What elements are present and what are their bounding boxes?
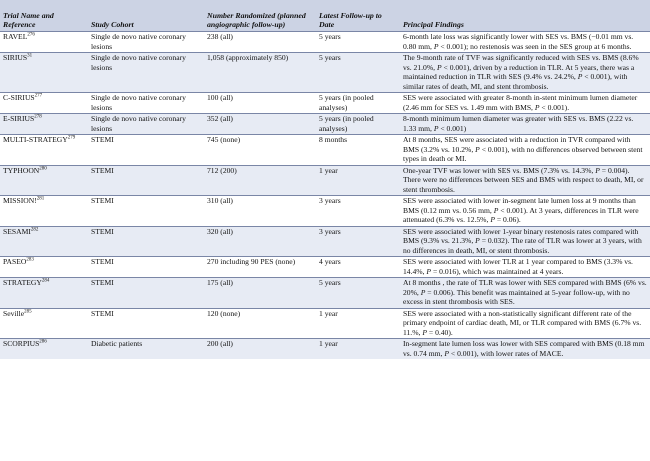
study-cohort-cell: STEMI [88, 308, 204, 339]
number-randomized-cell: 270 including 90 PES (none) [204, 257, 316, 278]
header-study-cohort: Study Cohort [88, 0, 204, 32]
study-cohort-cell: Diabetic patients [88, 339, 204, 360]
table-row [0, 257, 650, 278]
trial-name: RAVEL [3, 32, 28, 41]
number-randomized-cell: 238 (all) [204, 32, 316, 53]
table-row [0, 93, 650, 114]
trial-name-cell [0, 339, 88, 360]
principal-findings-cell: SES were associated with lower in-segment late lumen loss at 9 months than BMS (0.12 mm vs. 0.56 mm, P < 0.001). At 3 years, differences in TLR were attenuated (6.3% vs. 12.5%, P = 0.06). [400, 196, 650, 227]
trial-name: STRATEGY [3, 278, 42, 287]
number-randomized-cell: 100 (all) [204, 93, 316, 114]
trial-name-cell [0, 53, 88, 93]
follow-up-cell: 1 year [316, 165, 400, 196]
follow-up-cell: 4 years [316, 257, 400, 278]
follow-up-cell: 1 year [316, 308, 400, 339]
principal-findings-cell: The 9-month rate of TVF was significantly reduced with SES vs. BMS (8.6% vs. 21.0%, P < 0.001), driven by a reduction in TLR. At 5 years, there was a maintained reduction in TLR with SES (9.4% vs. 24.2%, P < 0.001), with similar rates of death, MI, and stent thrombosis. [400, 53, 650, 93]
number-randomized-cell: 745 (none) [204, 135, 316, 166]
trial-name: PASEO [3, 257, 27, 266]
number-randomized-cell: 712 (200) [204, 165, 316, 196]
study-cohort-cell: STEMI [88, 257, 204, 278]
table-header-row [0, 0, 650, 32]
trial-reference: 284 [41, 278, 50, 284]
study-cohort-cell: STEMI [88, 278, 204, 309]
trial-reference: 276 [27, 32, 35, 38]
study-cohort-cell: STEMI [88, 226, 204, 257]
number-randomized-cell: 320 (all) [204, 226, 316, 257]
principal-findings-cell: In-segment late lumen loss was lower with SES compared with BMS (0.18 mm vs. 0.74 mm, P < 0.001), with lower rates of MACE. [400, 339, 650, 360]
follow-up-cell: 5 years (in pooled analyses) [316, 114, 400, 135]
trial-name: MISSION! [3, 196, 37, 205]
table-row [0, 165, 650, 196]
principal-findings-cell: At 8 months, SES were associated with a reduction in TVR compared with BMS (3.2% vs. 10.2%, P < 0.001), with no differences observed between stent types in death or MI. [400, 135, 650, 166]
trial-reference: 282 [30, 226, 39, 232]
trial-reference: 280 [39, 165, 47, 171]
study-cohort-cell: Single de novo native coronary lesions [88, 53, 204, 93]
table-row [0, 308, 650, 339]
header-latest-follow-up: Latest Follow-up to Date [316, 0, 400, 32]
table-row [0, 339, 650, 360]
trial-reference: 286 [39, 339, 47, 345]
trial-reference: 281 [36, 196, 45, 202]
trial-name-cell [0, 165, 88, 196]
follow-up-cell: 1 year [316, 339, 400, 360]
table-row [0, 53, 650, 93]
principal-findings-cell: 6-month late loss was significantly lower with SES vs. BMS (−0.01 mm vs. 0.80 mm, P < 0.001); no restenosis was seen in the SES group at 6 months. [400, 32, 650, 53]
study-cohort-cell: Single de novo native coronary lesions [88, 114, 204, 135]
trial-name-cell [0, 93, 88, 114]
trial-name-cell [0, 135, 88, 166]
trial-reference: 279 [67, 135, 76, 141]
table-row [0, 135, 650, 166]
study-cohort-cell: Single de novo native coronary lesions [88, 32, 204, 53]
study-cohort-cell: STEMI [88, 135, 204, 166]
trial-reference: 283 [26, 257, 34, 263]
principal-findings-cell: 8-month minimum lumen diameter was greater with SES vs. BMS (2.22 vs. 1.33 mm, P < 0.001) [400, 114, 650, 135]
trial-name: Seville [3, 308, 25, 318]
table-row [0, 226, 650, 257]
table-row [0, 278, 650, 309]
number-randomized-cell: 120 (none) [204, 308, 316, 339]
header-number-randomized: Number Randomized (planned angiographic follow-up) [204, 0, 316, 32]
trial-name-cell [0, 32, 88, 53]
table-row [0, 32, 650, 53]
trial-reference: 31 [27, 53, 33, 59]
principal-findings-cell: SES were associated with greater 8-month in-stent minimum lumen diameter (2.46 mm for SES vs. 1.49 mm with BMS, P < 0.001). [400, 93, 650, 114]
trial-name-cell [0, 196, 88, 227]
trial-name: MULTI-STRATEGY [3, 135, 68, 144]
follow-up-cell: 8 months [316, 135, 400, 166]
header-principal-findings: Principal Findings [400, 0, 650, 32]
header-trial-name: Trial Name and Reference [0, 0, 88, 32]
principal-findings-cell: At 8 months , the rate of TLR was lower with SES compared with BMS (6% vs. 20%, P = 0.006). This benefit was maintained at 5-year follow-up, with no excess in stent thrombosis with SES. [400, 278, 650, 309]
follow-up-cell: 5 years (in pooled analyses) [316, 93, 400, 114]
study-cohort-cell: Single de novo native coronary lesions [88, 93, 204, 114]
principal-findings-cell: SES were associated with lower 1-year binary restenosis rates compared with BMS (9.3% vs. 21.3%, P = 0.032). The rate of TLR was lower at 3 years, with no differences in death, MI, or stent thrombosis. [400, 226, 650, 257]
number-randomized-cell: 200 (all) [204, 339, 316, 360]
principal-findings-cell: SES were associated with lower TLR at 1 year compared to BMS (3.3% vs. 14.4%, P = 0.016), which was maintained at 4 years. [400, 257, 650, 278]
follow-up-cell: 3 years [316, 196, 400, 227]
trial-name: SESAMI [3, 226, 31, 236]
trial-name: C-SIRIUS [3, 93, 35, 102]
follow-up-cell: 3 years [316, 226, 400, 257]
number-randomized-cell: 1,058 (approximately 850) [204, 53, 316, 93]
table-row [0, 196, 650, 227]
trial-name: TYPHOON [3, 165, 40, 175]
trial-reference: 278 [34, 114, 42, 120]
trial-name-cell [0, 257, 88, 278]
trial-name: SIRIUS [3, 53, 28, 62]
follow-up-cell: 5 years [316, 278, 400, 309]
trial-reference: 285 [24, 308, 32, 314]
trial-name-cell [0, 278, 88, 309]
trial-name: E-SIRIUS [3, 114, 35, 123]
trial-name-cell [0, 114, 88, 135]
trial-name-cell [0, 226, 88, 257]
trial-name: SCORPIUS [3, 339, 40, 348]
principal-findings-cell: One-year TVF was lower with SES vs. BMS (7.3% vs. 14.3%, P = 0.004). There were no differences between SES and BMS with respect to death, MI, or stent thrombosis. [400, 165, 650, 196]
study-cohort-cell: STEMI [88, 196, 204, 227]
number-randomized-cell: 310 (all) [204, 196, 316, 227]
table-row [0, 114, 650, 135]
number-randomized-cell: 175 (all) [204, 278, 316, 309]
study-cohort-cell: STEMI [88, 165, 204, 196]
principal-findings-cell: SES were associated with a non-statistically significant different rate of the primary endpoint of cardiac death, MI, or TLR compared with BMS (6.7% vs. 11.%, P = 0.40). [400, 308, 650, 339]
trial-reference: 277 [34, 93, 43, 99]
follow-up-cell: 5 years [316, 32, 400, 53]
follow-up-cell: 5 years [316, 53, 400, 93]
trial-name-cell [0, 308, 88, 339]
number-randomized-cell: 352 (all) [204, 114, 316, 135]
